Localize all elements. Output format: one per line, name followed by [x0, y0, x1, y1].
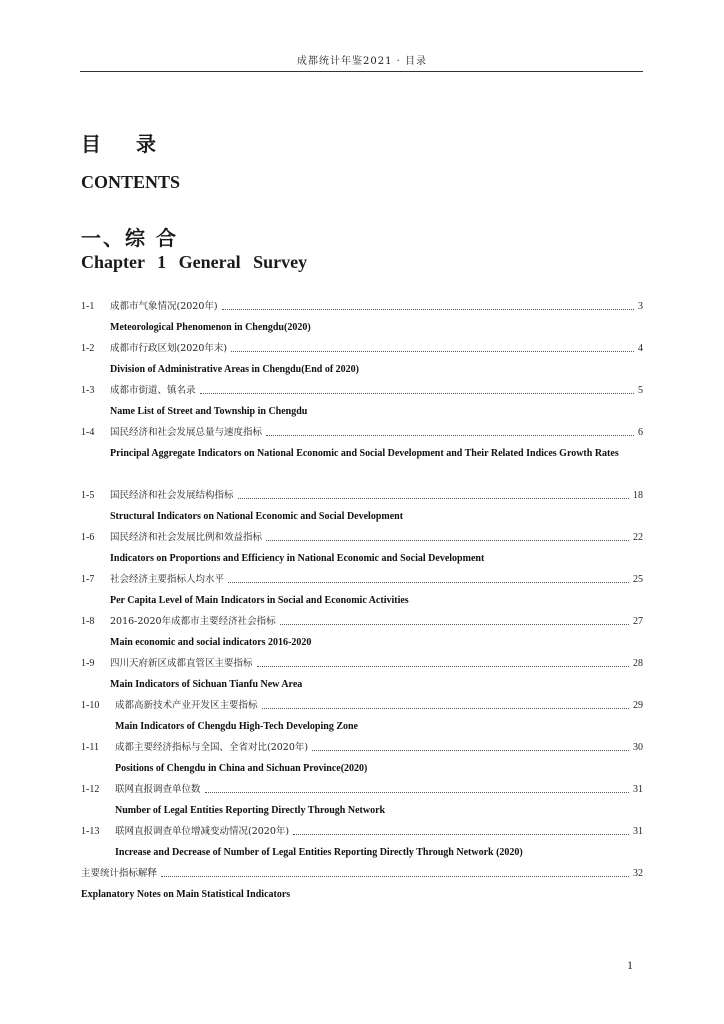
toc-page-number: 18: [633, 490, 643, 501]
dot-leader: [257, 665, 629, 667]
toc-number: 1-3: [81, 385, 95, 396]
toc-title-cn: 四川天府新区成都直管区主要指标: [110, 658, 253, 669]
toc-number: 1-4: [81, 427, 95, 438]
toc-number: 1-10: [81, 700, 100, 711]
toc-entry[interactable]: [81, 338, 643, 380]
toc-entry[interactable]: [81, 569, 643, 611]
toc-number: 1-12: [81, 784, 100, 795]
dot-leader: [280, 623, 629, 625]
toc-title-cn: 国民经济和社会发展比例和效益指标: [110, 532, 263, 543]
dot-leader: [293, 833, 629, 835]
toc-number: 1-5: [81, 490, 95, 501]
page-number: 1: [627, 958, 633, 972]
toc-page-number: 25: [633, 574, 643, 585]
toc-title-en: Name List of Street and Township in Chengdu: [110, 406, 308, 417]
toc-page-number: 22: [633, 532, 643, 543]
toc-title-en: Main economic and social indicators 2016-2020: [110, 637, 312, 648]
contents-title-en: CONTENTS: [81, 172, 181, 192]
dot-leader: [266, 539, 629, 541]
toc-title-cn: 联网直报调查单位数: [115, 784, 201, 795]
toc-page-number: 31: [633, 784, 643, 795]
toc-title-cn: 社会经济主要指标人均水平: [110, 574, 225, 585]
toc-title-en: Principal Aggregate Indicators on National Economic and Social Development and Their Related Indices Growth Rates: [110, 448, 619, 459]
toc-number: 1-2: [81, 343, 95, 354]
toc-page-number: 28: [633, 658, 643, 669]
dot-leader: [200, 392, 634, 394]
toc-title-cn: 成都市街道、镇名录: [110, 385, 196, 396]
toc-number: 1-1: [81, 301, 95, 312]
toc-entry[interactable]: [81, 380, 643, 422]
toc-number: 1-11: [81, 742, 99, 753]
toc-number: 1-13: [81, 826, 100, 837]
dot-leader: [262, 707, 629, 709]
chapter-title-cn: 一、综 合: [81, 226, 178, 250]
toc-title-cn: 2016-2020年成都市主要经济社会指标: [110, 616, 276, 627]
toc-title-en: Division of Administrative Areas in Chengdu(End of 2020): [110, 364, 360, 375]
toc-title-cn: 成都高新技术产业开发区主要指标: [115, 700, 258, 711]
dot-leader: [266, 434, 634, 436]
toc-page-number: 32: [633, 868, 643, 879]
toc-page-number: 31: [633, 826, 643, 837]
contents-title-cn: 目 录: [81, 132, 170, 156]
toc-page-number: 3: [638, 301, 643, 312]
dot-leader: [238, 497, 629, 499]
toc-title-en: Explanatory Notes on Main Statistical Indicators: [81, 889, 291, 900]
toc-title-cn: 国民经济和社会发展结构指标: [110, 490, 234, 501]
dot-leader: [312, 749, 629, 751]
toc-title-en: Increase and Decrease of Number of Legal Entities Reporting Directly Through Network (2020): [115, 847, 523, 858]
toc-title-en: Positions of Chengdu in China and Sichuan Province(2020): [115, 763, 368, 774]
toc-title-cn: 联网直报调查单位增减变动情况(2020年): [115, 826, 290, 837]
toc-entry[interactable]: [81, 653, 643, 695]
toc-number: 1-8: [81, 616, 95, 627]
chapter-title-en: Chapter 1 General Survey: [81, 252, 308, 272]
dot-leader: [228, 581, 629, 583]
toc-entry[interactable]: [81, 821, 643, 863]
running-header: 成都统计年鉴2021 · 目录: [297, 56, 427, 67]
toc-title-cn: 成都市气象情况(2020年): [110, 301, 218, 312]
toc-title-en: Structural Indicators on National Economic and Social Development: [110, 511, 404, 522]
toc-page-number: 6: [638, 427, 643, 438]
toc-title-en: Number of Legal Entities Reporting Directly Through Network: [115, 805, 386, 816]
dot-leader: [231, 350, 634, 352]
toc-title-en: Main Indicators of Chengdu High-Tech Developing Zone: [115, 721, 358, 732]
toc-entry[interactable]: [81, 863, 643, 905]
toc-title-en: Meteorological Phenomenon in Chengdu(2020): [110, 322, 311, 333]
toc-title-cn: 国民经济和社会发展总量与速度指标: [110, 427, 263, 438]
toc-title-en: Indicators on Proportions and Efficiency in National Economic and Social Development: [110, 553, 485, 564]
toc-page-number: 5: [638, 385, 643, 396]
header-rule: [80, 71, 643, 72]
toc-title-cn: 成都市行政区划(2020年末): [110, 343, 228, 354]
toc-number: 1-9: [81, 658, 95, 669]
toc-page-number: 4: [638, 343, 643, 354]
dot-leader: [205, 791, 629, 793]
toc-title-en: Main Indicators of Sichuan Tianfu New Area: [110, 679, 303, 690]
toc-entry[interactable]: [81, 695, 643, 737]
toc-entry[interactable]: [81, 485, 643, 527]
toc-entry[interactable]: [81, 737, 643, 779]
toc-page-number: 30: [633, 742, 643, 753]
toc-entry[interactable]: [81, 779, 643, 821]
toc-entry[interactable]: [81, 296, 643, 338]
toc-number: 1-6: [81, 532, 95, 543]
table-of-contents: [81, 296, 643, 905]
toc-entry[interactable]: [81, 422, 643, 485]
dot-leader: [161, 875, 629, 877]
toc-number: 1-7: [81, 574, 95, 585]
toc-title-cn: 主要统计指标解释: [81, 868, 158, 879]
toc-entry[interactable]: [81, 611, 643, 653]
toc-page-number: 27: [633, 616, 643, 627]
toc-page-number: 29: [633, 700, 643, 711]
toc-entry[interactable]: [81, 527, 643, 569]
dot-leader: [222, 308, 634, 310]
toc-title-en: Per Capita Level of Main Indicators in Social and Economic Activities: [110, 595, 409, 606]
toc-title-cn: 成都主要经济指标与全国、全省对比(2020年): [115, 742, 309, 753]
